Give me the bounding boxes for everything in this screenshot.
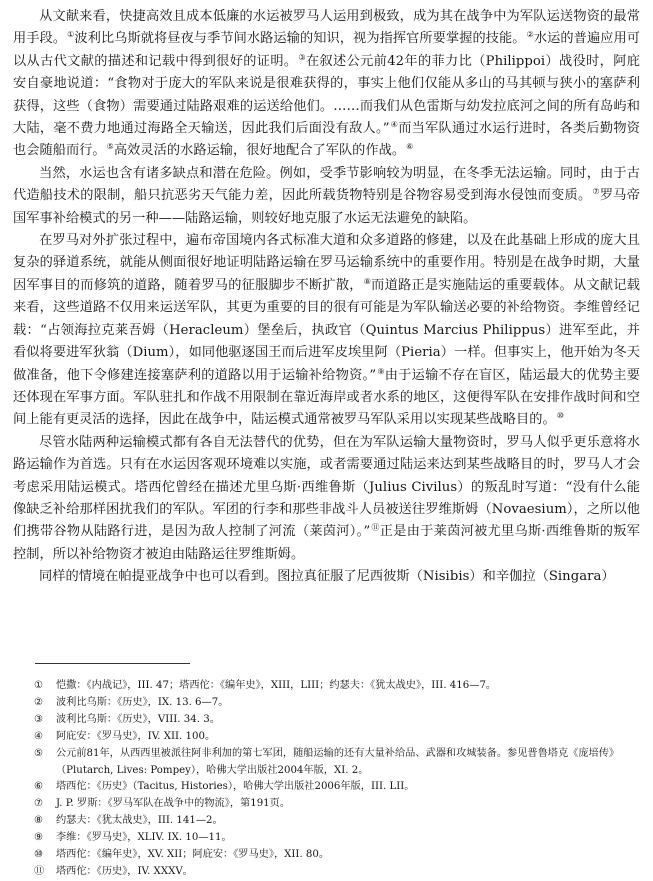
- footnote-reference[interactable]: ⑧: [363, 276, 372, 286]
- footnote-reference[interactable]: ⑪: [371, 523, 380, 533]
- footnote-mark: ②: [34, 696, 44, 708]
- footnote-text: 塔西佗：《编年史》，XV. XII；阿庇安：《罗马史》，XII. 80。: [56, 849, 330, 861]
- footnote-6: [34, 779, 644, 796]
- footnote-text: 波利比乌斯：《历史》，VIII. 34. 3。: [56, 713, 220, 725]
- footnote-text: 公元前81年，从西西里被派往阿非利加的第七军团，随船运输的还有大量补给品、武器和攻城装备。参见普鲁塔克《庞培传》（Plutarch, Lives: Pompey），哈佛大学出版社2004年版，XI. 2。: [56, 747, 620, 776]
- footnote-7: [34, 796, 644, 813]
- footnote-text: 约瑟夫：《犹太战史》，III. 141—2。: [56, 815, 223, 827]
- paragraph-5: 同样的情境在帕提亚战争中也可以看到。图拉真征服了尼西彼斯（Nisibis）和辛伽拉（Singara）: [39, 569, 615, 585]
- footnote-reference[interactable]: ①: [67, 30, 75, 40]
- paragraph-4: 尽管水陆两种运输模式都有各自无法替代的优势，但在为军队运输大量物资时，罗马人似乎更乐意将水路运输作为首选。只有在水运因客观环境难以实施，或者需要通过陆运来达到某些战略目的时，罗马人才会考虑采用陆运模式。塔西佗曾经在描述尤里乌斯·西维鲁斯（Julius Civilus）的叛乱时写道：“没有什么能像缺乏补给那样困扰我们的军队。军团的行李和那些非战斗人员被送往罗维斯姆（Novaesium），之所以他们携带谷物从陆路行进，是因为敌人控制了河流（莱茵河）。”⑪正是由于莱茵河被尤里乌斯·西维鲁斯的叛军控制，所以补给物资才被迫由陆路运往罗维斯姆。: [13, 434, 640, 562]
- footnote-9: [34, 830, 644, 847]
- paragraph-3: 在罗马对外扩张过程中，遍布帝国境内各式标准大道和众多道路的修建，以及在此基础上形成的庞大且复杂的驿道系统，就能从侧面很好地证明陆路运输在罗马运输系统中的重要作用。特别是在战争时期，大量因军事目的而修筑的道路，随着罗马的征服脚步不断扩散，⑧而道路正是实施陆运的重要载体。从文献记载来看，这些道路不仅用来运送军队，其更为重要的目的很有可能是为军队输送必要的补给物资。李维曾经记载：“占领海拉克莱吾姆（Heracleum）堡垒后，执政官（Quintus Marcius Philippus）进军至此，并看似将要进军狄翁（Dium），如同他驱逐国王而后进军皮埃里阿（Pieria）一样。但事实上，他开始为冬天做准备，他下令修建连接塞萨利的道路以用于运输补给物资。”⑨由于运输不存在盲区，陆运最大的优势主要还体现在军事方面。军队驻扎和作战不用限制在靠近海岸或者水系的地区，这便得军队在安排作战时间和空间上能有更灵活的选择，因此在战争中，陆运模式通常被罗马军队采用以实现某些战略目的。⑩: [13, 233, 640, 428]
- footnote-mark: ④: [34, 730, 44, 742]
- footnote-reference[interactable]: ⑥: [406, 142, 414, 152]
- footnote-8: [34, 813, 644, 830]
- footnote-mark: ①: [34, 680, 44, 691]
- footnote-reference[interactable]: ⑩: [556, 411, 564, 421]
- paragraph-1: 从文献来看，快捷高效且成本低廉的水运被罗马人运用到极致，成为其在战争中为军队运送物资的最常用手段。①波利比乌斯就将昼夜与季节间水路运输的知识，视为指挥官所要掌握的技能。②水运的普遍应用可以从古代文献的描述和记载中得到很好的证明。③在叙述公元前42年的菲力比（Philippoi）战役时，阿庇安自豪地说道：“食物对于庞大的军队来说是很难获得的，事实上他们仅能从多山的马其顿与狭小的塞萨利获得，这些（食物）需要通过陆路艰难的运送给他们。……而我们从色雷斯与幼发拉底河之间的所有岛屿和大陆，毫不费力地通过海路全天输送，因此我们后面没有敌人。”④而当军队通过水运行进时，各类后勤物资也会随船而行。⑤高效灵活的水路运输，很好地配合了军队的作战。⑥: [13, 9, 640, 159]
- footnote-mark: ③: [34, 713, 44, 725]
- footnote-text: 塔西佗：《历史》，IV. XXXV。: [56, 865, 193, 877]
- footnotes: [34, 678, 644, 881]
- footnote-reference[interactable]: ②: [526, 30, 534, 40]
- footnote-text: 恺撒：《内战记》，III. 47；塔西佗：《编年史》，XIII，LIII；约瑟夫：《犹太战史》，III. 416—7。: [56, 680, 497, 691]
- footnote-5: [34, 746, 644, 780]
- footnote-text: 塔西佗：《历史》（Tacitus, Histories），哈佛大学出版社2006年版，III. LII。: [56, 781, 415, 793]
- footnote-reference[interactable]: ⑨: [377, 366, 385, 376]
- footnote-11: [34, 864, 644, 881]
- footnote-2: [34, 695, 644, 712]
- footnote-4: [34, 729, 644, 746]
- footnote-mark: ⑩: [34, 849, 44, 861]
- footnote-text: 阿庇安：《罗马史》，IV. XII. 100。: [56, 730, 216, 742]
- footnote-3: [34, 712, 644, 729]
- footnote-separator: [35, 663, 190, 664]
- footnote-mark: ⑨: [34, 832, 44, 844]
- footnote-mark: ⑤: [34, 747, 44, 759]
- footnote-reference[interactable]: ⑦: [592, 187, 600, 197]
- footnote-reference[interactable]: ⑤: [106, 142, 114, 152]
- footnote-mark: ⑪: [34, 865, 45, 877]
- paragraph-2: 当然，水运也含有诸多缺点和潜在危险。例如，受季节影响较为明显，在冬季无法运输。同时，由于古代造船技术的限制，船只抗恶劣天气能力差，因此所载货物特别是谷物容易受到海水侵蚀而变质。⑦罗马帝国军事补给模式的另一种——陆路运输，则较好地克服了水运无法避免的缺陷。: [13, 165, 640, 226]
- main-text: [13, 6, 640, 589]
- footnote-1: [34, 678, 644, 695]
- footnote-text: 李维：《罗马史》，XLIV. IX. 10—11。: [56, 832, 232, 844]
- footnote-text: 波利比乌斯：《历史》，IX. 13. 6—7。: [56, 696, 229, 708]
- footnote-mark: ⑦: [34, 798, 44, 810]
- footnote-text: J. P. 罗斯：《罗马军队在战争中的物流》，第191页。: [56, 798, 291, 810]
- footnote-10: [34, 847, 644, 864]
- footnote-reference[interactable]: ③: [298, 52, 306, 62]
- footnote-reference[interactable]: ④: [390, 120, 399, 130]
- footnote-mark: ⑥: [34, 781, 44, 793]
- footnote-mark: ⑧: [34, 815, 44, 827]
